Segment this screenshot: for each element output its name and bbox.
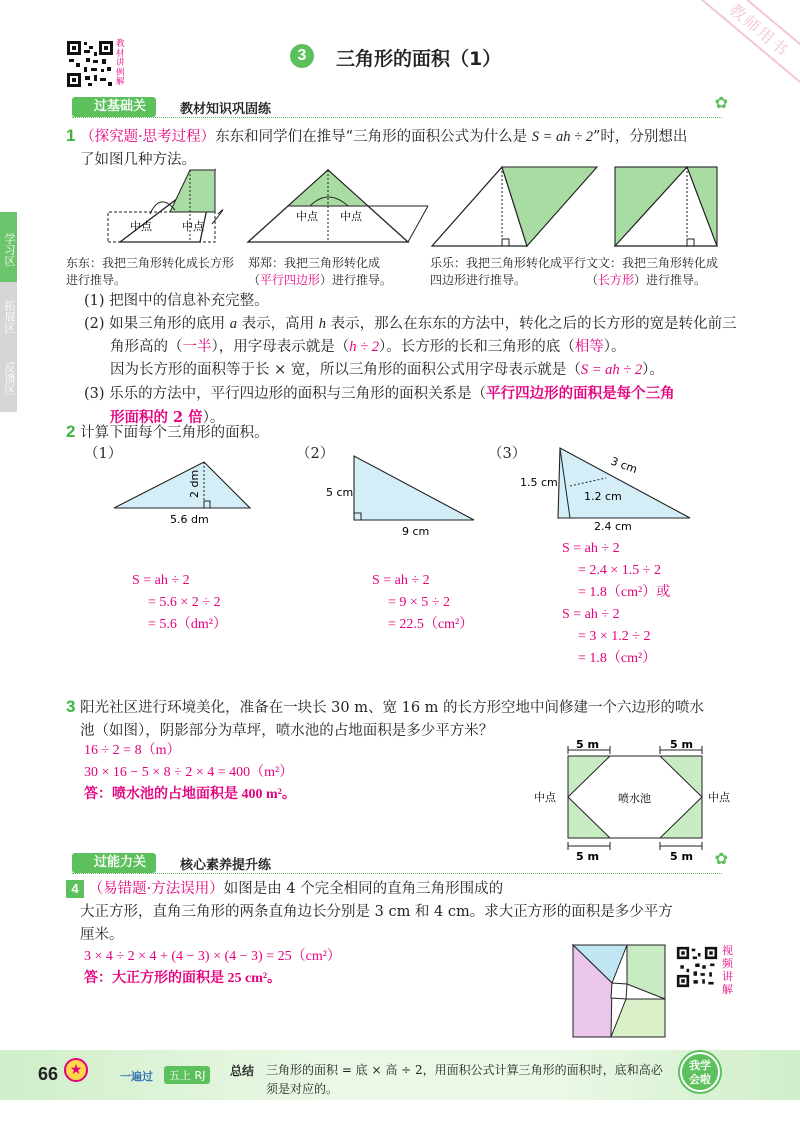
q2-ans1-line1: S = ah ÷ 2 [132, 573, 190, 588]
q1-tag: （探究题·思考过程） [80, 129, 216, 145]
footer-summary-label: 总结 [230, 1064, 255, 1078]
qr-code[interactable] [66, 40, 114, 88]
side-tab-learn[interactable]: 学习区 [0, 212, 17, 286]
q1-sub2-h: 因为长方形的面积等于长 × 宽，所以三角形的面积公式用字母表示就是（ [110, 362, 581, 378]
q2-ans3-line4: S = ah ÷ 2 [562, 607, 620, 622]
q1-sub2-d: 角形高的（ [110, 339, 183, 355]
page-title: 三角形的面积（1） [336, 48, 502, 70]
q2-fig1-height: 2 dm [188, 469, 201, 498]
fig-dongdong-mid1: 中点 [130, 220, 152, 233]
q1-var-h: h [318, 316, 326, 332]
fig-zhengzheng [248, 170, 428, 242]
q3-ans-line3: 答：喷水池的占地面积是 400 m²。 [84, 787, 296, 802]
q2-ans3-line1: S = ah ÷ 2 [562, 541, 620, 556]
lesson-number-badge [290, 44, 314, 68]
q3-dim-br: 5 m [670, 850, 693, 862]
footer-mascot-icon: ★ [64, 1058, 88, 1082]
q3-answer [84, 740, 296, 806]
caption-zhengzheng-b: 进行推导。 [332, 273, 393, 287]
q1-sub2-c: 表示，那么在东东的方法中，转化之后的长方形的宽是转化前三 [330, 316, 737, 332]
q1-sub2-f: ）。长方形的长和三角形的底（ [378, 339, 575, 355]
caption-zhengzheng: 郑郑：我把三角形转化成 （平行四边形）进行推导。 [248, 256, 393, 287]
footer-badge [680, 1052, 720, 1092]
caption-lele: 乐乐：我把三角形转化成平行四边形进行推导。 [430, 256, 587, 287]
q1-sub2-b: 表示，高用 [241, 316, 315, 332]
section-basic-subtitle: 教材知识巩固练 [180, 102, 272, 117]
q2-fig1 [114, 462, 250, 526]
q4-tag: （易错题·方法误用） [88, 881, 224, 897]
q3-dim-tl: 5 m [576, 738, 599, 751]
q4-stem [66, 878, 756, 947]
q2-label-1: （1） [84, 446, 123, 462]
q1-text-a: 东东和同学们在推导“三角形的面积公式为什么是 [215, 129, 532, 145]
q1-sub2-i: ）。 [642, 362, 664, 378]
q1-sub1: (1) 把图中的信息补充完整。 [84, 293, 269, 309]
section-basic-pill: 过基础关 [72, 97, 156, 117]
q2-ans3-line3: = 1.8（cm²）或 [578, 585, 671, 600]
fig-dongdong-mid2: 中点 [182, 220, 204, 233]
q3-ans-line2: 30 × 16 − 5 × 8 ÷ 2 × 4 = 400（m²） [84, 765, 294, 780]
section-ability-header [72, 849, 728, 875]
q2-fig3-inner: 1.2 cm [584, 490, 622, 503]
q2-text: 计算下面每个三角形的面积。 [80, 425, 269, 441]
q3-dim-bl: 5 m [576, 850, 599, 862]
q3-label-left: 中点 [534, 791, 556, 804]
q2-ans2-line1: S = ah ÷ 2 [372, 573, 430, 588]
fig-dongdong [108, 170, 223, 242]
leaf-icon: ✿ [714, 849, 728, 868]
caption-wenwen-answer: 长方形 [598, 273, 635, 287]
q4-qr-code[interactable] [676, 946, 718, 988]
q1-subquestions [84, 290, 754, 430]
caption-dongdong: 东东：我把三角形转化成长方形进行推导。 [66, 256, 235, 287]
q4-text-b: 大正方形，直角三角形的两条直角边长分别是 3 cm 和 4 cm。求大正方形的面积是多少平方 [80, 904, 673, 920]
qr-top-caption: 教材讲例解 [116, 39, 125, 87]
q1-answer-formula: S = ah ÷ 2 [580, 362, 643, 378]
q1-sub2-e: ），用字母表示就是（ [211, 339, 350, 355]
section-basic-rule [72, 117, 722, 118]
page-number: 66 [38, 1064, 59, 1084]
q4-text-a: 如图是由 4 个完全相同的直角三角形围成的 [223, 881, 504, 897]
q2-label-2: （2） [296, 446, 335, 462]
fig-wenwen [615, 167, 717, 246]
q1-figures [90, 162, 730, 254]
q1-sub3-a: (3) 乐乐的方法中，平行四边形的面积与三角形的面积关系是（ [84, 386, 487, 402]
q1-answer-h-div-2: h ÷ 2 [349, 339, 379, 355]
q3-number: 3 [66, 697, 76, 716]
q2-ans2-line3: = 22.5（cm²） [388, 617, 474, 632]
q2-fig2 [326, 456, 474, 538]
caption-zhengzheng-a: 郑郑：我把三角形转化成 [248, 256, 381, 270]
q1-sub3-b: ）。 [202, 410, 225, 426]
q2-fig2-leg-v: 5 cm [326, 486, 354, 499]
q1-sub2-g: ）。 [603, 339, 626, 355]
fig-zhengzheng-mid1: 中点 [296, 210, 318, 223]
q2-fig3-hyp: 3 cm [608, 454, 640, 477]
q2-label-3: （3） [488, 446, 527, 462]
q1-answer-half: 一半 [182, 339, 212, 355]
qr-code-icon [66, 40, 114, 88]
q3-text-a: 阳光社区进行环境美化，准备在一块长 30 m、宽 16 m 的长方形空地中间修建一个六边形的喷水 [80, 700, 705, 716]
q3-label-center: 喷水池 [618, 792, 651, 805]
q4-answer [84, 946, 341, 990]
q2-ans1-line3: = 5.6（dm²） [148, 617, 227, 632]
caption-wenwen-a: 文文：我把三角形转化成 [586, 256, 719, 270]
q3-label-right: 中点 [708, 791, 730, 804]
lesson-number: 3 [297, 47, 307, 64]
q2-ans1-line2: = 5.6 × 2 ÷ 2 [148, 595, 221, 610]
q2-ans3-line6: = 1.8（cm²） [578, 651, 657, 666]
q3-figure [530, 738, 750, 862]
q4-number-badge [66, 880, 84, 898]
q2-fig3 [520, 448, 690, 533]
q2-answer-2 [372, 570, 473, 636]
q2-fig3-side-left: 1.5 cm [520, 476, 558, 489]
q3-ans-line1: 16 ÷ 2 = 8（m） [84, 743, 181, 758]
q1-text-c: 了如图几种方法。 [80, 152, 196, 168]
section-basic-header [72, 93, 728, 119]
side-tab-feedback[interactable]: 反馈区 [0, 344, 17, 412]
q2-number: 2 [66, 422, 76, 441]
q2-ans2-line2: = 9 × 5 ÷ 2 [388, 595, 450, 610]
q1-sub2-a: (2) 如果三角形的底用 [84, 316, 226, 332]
section-ability-subtitle: 核心素养提升练 [180, 858, 272, 873]
q1-var-a: a [229, 316, 238, 332]
q2-answer-1 [132, 570, 227, 636]
q2-answer-3 [562, 538, 670, 670]
footer-badge-text: 我学会啦 [689, 1059, 711, 1086]
footer-summary: 三角形的面积 = 底 × 高 ÷ 2，用面积公式计算三角形的面积时，底和高必须是对应的。 [266, 1063, 663, 1096]
q4-qr-caption: 视频讲解 [722, 944, 733, 996]
q1-number: 1 [66, 126, 76, 145]
q1-formula: S = ah ÷ 2 [531, 129, 593, 145]
q2-ans3-line2: = 2.4 × 1.5 ÷ 2 [578, 563, 661, 578]
caption-zhengzheng-answer: 平行四边形 [260, 273, 321, 287]
fig-lele [432, 167, 597, 246]
q2-fig1-base: 5.6 dm [170, 513, 209, 526]
q3-stem [66, 695, 756, 743]
q4-ans-line1: 3 × 4 ÷ 2 × 4 + (4 − 3) × (4 − 3) = 25（cm²） [84, 949, 341, 964]
footer-brand: 一遍过 [120, 1070, 153, 1083]
footer-grade: 五上 RJ [164, 1066, 210, 1084]
caption-wenwen: 文文：我把三角形转化成 （长方形）进行推导。 [586, 256, 719, 287]
qr-code-icon [676, 946, 718, 988]
section-ability-pill: 过能力关 [72, 853, 156, 873]
fig-zhengzheng-mid2: 中点 [340, 210, 362, 223]
q1-sub3-answer-b: 形面积的 2 倍 [110, 409, 203, 426]
q4-figure [572, 944, 666, 1038]
q2-figures [100, 440, 710, 540]
q1-sub2 [84, 313, 754, 382]
q1-text-b: ”时，分别想出 [592, 129, 688, 145]
q1-answer-equal: 相等 [574, 339, 604, 355]
q4-text-c: 厘米。 [80, 927, 124, 943]
corner-stamp: 教师用书 [690, 0, 800, 92]
side-tab-extend[interactable]: 拓展区 [0, 282, 17, 350]
q1-sub3-answer-a: 平行四边形的面积是每个三角 [486, 385, 675, 402]
q2-ans3-line5: = 3 × 1.2 ÷ 2 [578, 629, 651, 644]
q2-fig2-leg-h: 9 cm [402, 525, 430, 538]
q2-fig3-base: 2.4 cm [594, 520, 632, 533]
q4-ans-line2: 答：大正方形的面积是 25 cm²。 [84, 971, 282, 986]
section-ability-rule [72, 873, 722, 874]
caption-wenwen-b: 进行推导。 [646, 273, 707, 287]
q4-number: 4 [71, 881, 79, 896]
q3-dim-tr: 5 m [670, 738, 693, 751]
leaf-icon: ✿ [714, 93, 728, 112]
q3-text-b: 池（如图），阴影部分为草坪，喷水池的占地面积是多少平方米？ [80, 723, 494, 739]
